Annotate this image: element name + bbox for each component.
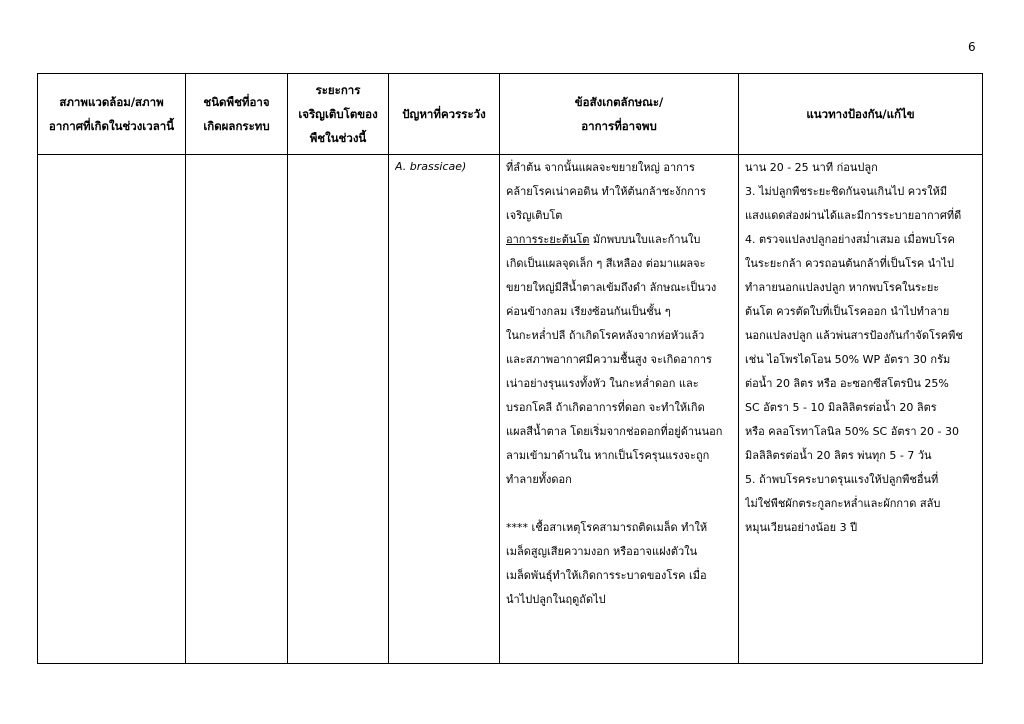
- prevention-line: แสงแดดส่องผ่านได้และมีการระบายอากาศที่ดี: [745, 209, 962, 222]
- prevention-line: นอกแปลงปลูก แล้วพ่นสารป้องกันกำจัดโรคพืช: [745, 329, 963, 342]
- growth-stage-label: อาการระยะต้นโต: [506, 233, 590, 246]
- header-text: ระยะการ: [315, 83, 361, 97]
- symptom-line: แผลสีน้ำตาล โดยเริ่มจากช่อดอกที่อยู่ด้านนอก: [506, 425, 723, 438]
- symptoms-block-2: [506, 252, 732, 492]
- page-number: 6: [968, 40, 976, 54]
- header-prevention: [739, 74, 983, 155]
- header-growth-stage: [288, 74, 389, 155]
- prevention-line: หรือ คลอโรทาโลนิล 50% SC อัตรา 20 - 30: [745, 425, 960, 438]
- cell-growth-stage: [288, 155, 389, 664]
- symptom-line: บรอกโคลี ถ้าเกิดอาการที่ดอก จะทำให้เกิด: [506, 401, 705, 414]
- spacer: [506, 492, 732, 516]
- prevention-line: ทำลายนอกแปลงปลูก หากพบโรคในระยะ: [745, 281, 940, 294]
- symptom-line: ทำลายทั้งดอก: [506, 473, 572, 486]
- symptoms-block-3: [506, 516, 732, 612]
- header-affected-plants: [186, 74, 288, 155]
- problem-text: A. brassicae): [395, 160, 467, 173]
- prevention-line: หมุนเวียนอย่างน้อย 3 ปี: [745, 521, 858, 534]
- prevention-block: [745, 156, 976, 540]
- cell-prevention: [739, 155, 983, 664]
- symptom-line: เจริญเติบโต: [506, 209, 563, 222]
- seed-note-line: เมล็ดสูญเสียความงอก หรืออาจแฝงตัวใน: [506, 545, 698, 558]
- prevention-line: ไม่ใช่พืชผักตระกูลกะหล่ำและผักกาด สลับ: [745, 497, 941, 510]
- header-text: พืชในช่วงนี้: [309, 131, 367, 145]
- prevention-line: SC อัตรา 5 - 10 มิลลิลิตรต่อน้ำ 20 ลิตร: [745, 401, 937, 414]
- disease-table: [37, 73, 983, 664]
- symptom-line: ค่อนข้างกลม เรียงซ้อนกันเป็นชั้น ๆ: [506, 305, 671, 318]
- symptom-line: และสภาพอากาศมีความชื้นสูง จะเกิดอาการ: [506, 353, 712, 366]
- cell-environment: [38, 155, 186, 664]
- prevention-line: ในระยะกล้า ควรถอนต้นกล้าที่เป็นโรค นำไป: [745, 257, 954, 270]
- header-row: [38, 74, 983, 155]
- prevention-line: 3. ไม่ปลูกพืชระยะชิดกันจนเกินไป ควรให้มี: [745, 185, 948, 198]
- symptom-line: เน่าอย่างรุนแรงทั้งหัว ในกะหล่ำดอก และ: [506, 377, 699, 390]
- symptoms-block-1: [506, 156, 732, 228]
- symptom-line: ในกะหล่ำปลี ถ้าเกิดโรคหลังจากห่อหัวแล้ว: [506, 329, 705, 342]
- header-problem: [389, 74, 500, 155]
- symptom-line: ที่ลำต้น จากนั้นแผลจะขยายใหญ่ อาการ: [506, 161, 695, 174]
- seed-note-line: เมล็ดพันธุ์ทำให้เกิดการระบาดของโรค เมื่อ: [506, 569, 707, 582]
- prevention-line: นาน 20 - 25 นาที ก่อนปลูก: [745, 161, 878, 174]
- prevention-line: 4. ตรวจแปลงปลูกอย่างสม่ำเสมอ เมื่อพบโรค: [745, 233, 955, 246]
- cell-problem: [389, 155, 500, 664]
- header-text: สภาพแวดล้อม/สภาพ: [59, 95, 164, 109]
- symptom-line: เกิดเป็นแผลจุดเล็ก ๆ สีเหลือง ต่อมาแผลจะ: [506, 257, 706, 270]
- header-text: ปัญหาที่ควรระวัง: [402, 107, 486, 121]
- growth-stage-text: มักพบบนใบและก้านใบ: [589, 233, 701, 246]
- symptom-line: ขยายใหญ่มีสีน้ำตาลเข้มถึงดำ ลักษณะเป็นวง: [506, 281, 717, 294]
- header-text: ชนิดพืชที่อาจ: [203, 95, 270, 109]
- cell-symptoms: [500, 155, 739, 664]
- table-row: [38, 155, 983, 664]
- header-text: อากาศที่เกิดในช่วงเวลานี้: [48, 119, 175, 133]
- header-symptoms: [500, 74, 739, 155]
- seed-note-line: นำไปปลูกในฤดูถัดไป: [506, 593, 606, 606]
- symptom-line: ลามเข้ามาด้านใน หากเป็นโรครุนแรงจะถูก: [506, 449, 710, 462]
- header-text: อาการที่อาจพบ: [581, 119, 657, 133]
- seed-note-line: **** เชื้อสาเหตุโรคสามารถติดเมล็ด ทำให้: [506, 521, 708, 534]
- header-text: เจริญเติบโตของ: [298, 107, 378, 121]
- prevention-line: ต่อน้ำ 20 ลิตร หรือ อะซอกซีสโตรบิน 25%: [745, 377, 949, 390]
- header-text: ข้อสังเกตลักษณะ/: [574, 95, 664, 109]
- prevention-line: เช่น ไอโพรไดโอน 50% WP อัตรา 30 กรัม: [745, 353, 951, 366]
- symptom-line: คล้ายโรคเน่าคอดิน ทำให้ต้นกล้าชะงักการ: [506, 185, 706, 198]
- prevention-line: 5. ถ้าพบโรคระบาดรุนแรงให้ปลูกพืชอื่นที่: [745, 473, 939, 486]
- symptom-line: [506, 228, 732, 252]
- prevention-line: มิลลิลิตรต่อน้ำ 20 ลิตร พ่นทุก 5 - 7 วัน: [745, 449, 932, 462]
- header-text: แนวทางป้องกัน/แก้ไข: [806, 107, 915, 121]
- header-environment: [38, 74, 186, 155]
- cell-affected-plants: [186, 155, 288, 664]
- header-text: เกิดผลกระทบ: [203, 119, 270, 133]
- prevention-line: ต้นโต ควรตัดใบที่เป็นโรคออก นำไปทำลาย: [745, 305, 950, 318]
